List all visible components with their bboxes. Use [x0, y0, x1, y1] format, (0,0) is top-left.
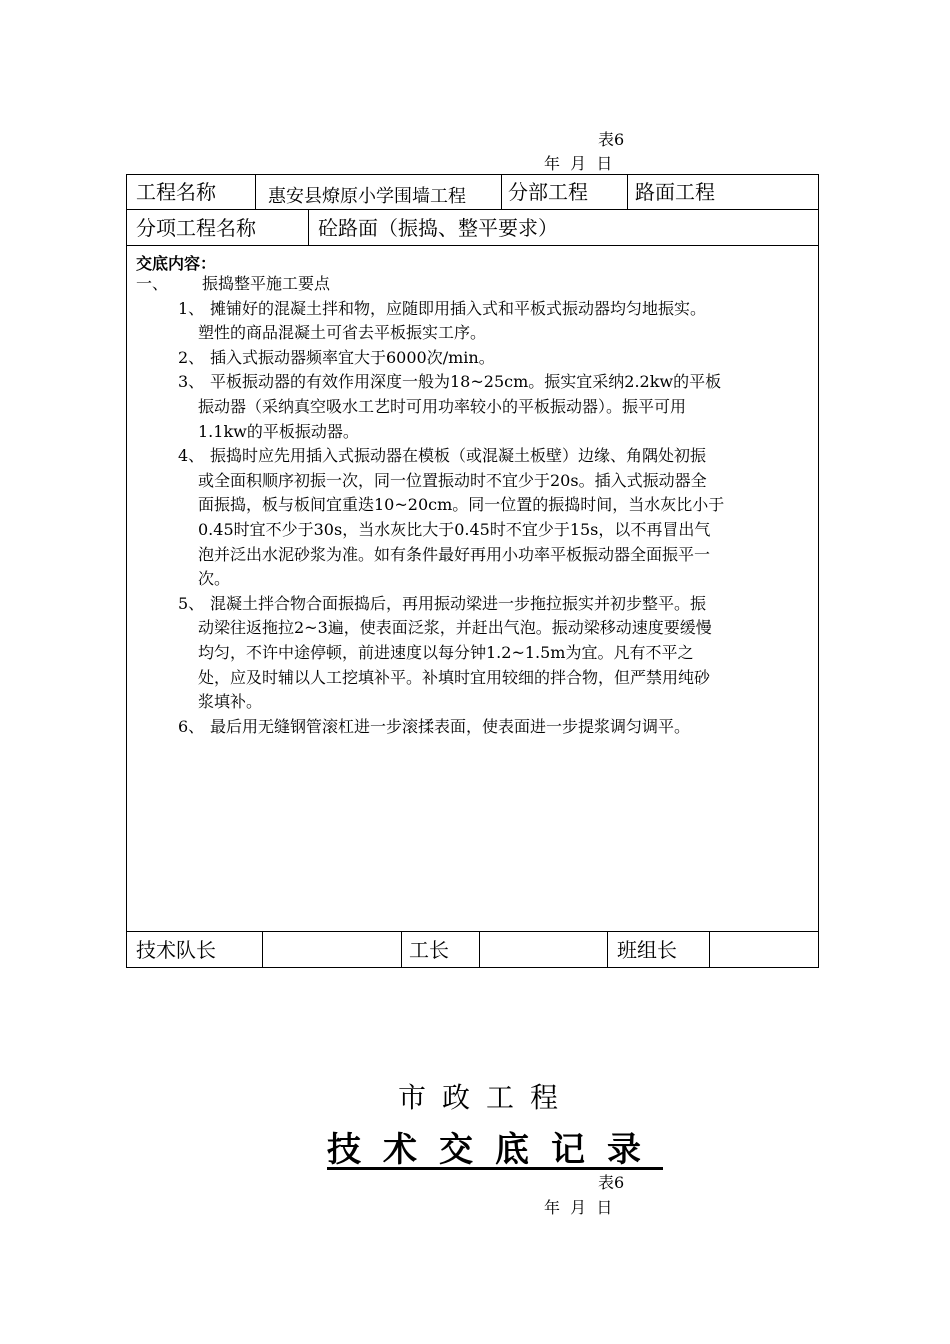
item-text: 浆填补。	[198, 692, 263, 712]
item-text: 平板振动器的有效作用深度一般为18~25cm。振实宜采纳2.2kw的平板	[210, 372, 722, 392]
item-number: 3、	[178, 372, 205, 392]
item-line	[136, 395, 816, 420]
item-line	[136, 321, 816, 346]
item-text: 振捣时应先用插入式振动器在模板（或混凝土板壁）边缘、角隅处初振	[210, 446, 707, 466]
item-number: 6、	[178, 716, 205, 736]
content-heading: 交底内容：	[136, 254, 217, 273]
item-number: 2、	[178, 347, 205, 367]
tech-leader-label: 技术队长	[136, 938, 216, 962]
item-text: 处，应及时辅以人工挖填补平。补填时宜用较细的拌合物，但严禁用纯砂	[198, 667, 711, 687]
form-number-bottom: 表6	[598, 1173, 625, 1192]
item-line	[136, 469, 816, 494]
section-number: 一、	[136, 274, 169, 293]
item-line	[136, 444, 816, 469]
item-line	[136, 567, 816, 592]
section-heading	[136, 272, 816, 297]
item-text: 振动器（采纳真空吸水工艺时可用功率较小的平板振动器）。振平可用	[198, 396, 687, 416]
item-text: 混凝土拌合物合面振捣后，再用振动梁进一步拖拉振实并初步整平。振	[210, 593, 707, 613]
division-value: 路面工程	[635, 180, 715, 204]
project-name-value: 惠安县燎原小学围墙工程	[268, 186, 466, 207]
foreman-label: 工长	[409, 938, 449, 962]
item-text: 动梁往返拖拉2~3遍，使表面泛浆，并赶出气泡。振动梁移动速度要缓慢	[198, 618, 712, 638]
item-list	[136, 297, 816, 740]
item-line	[136, 641, 816, 666]
item-line	[136, 493, 816, 518]
item-text: 泡并泛出水泥砂浆为准。如有条件最好再用小功率平板振动器全面振平一	[198, 544, 711, 564]
item-line	[136, 616, 816, 641]
subitem-value: 砼路面（振捣、整平要求）	[318, 216, 558, 240]
item-number: 5、	[178, 593, 205, 613]
subitem-label: 分项工程名称	[136, 216, 256, 240]
item-line	[136, 543, 816, 568]
item-text: 摊铺好的混凝土拌和物，应随即用插入式和平板式振动器均匀地振实。	[210, 298, 707, 318]
item-number: 4、	[178, 446, 205, 466]
item-text: 插入式振动器频率宜大于6000次/min。	[210, 347, 495, 367]
content-body	[136, 272, 816, 739]
item-text: 面振捣，板与板间宜重迭10~20cm。同一位置的振捣时间，当水灰比小于	[198, 495, 725, 515]
item-text: 1.1kw的平板振动器。	[198, 421, 359, 441]
item-text: 均匀，不许中途停顿，前进速度以每分钟1.2~1.5m为宜。凡有不平之	[198, 642, 694, 662]
item-number: 1、	[178, 298, 205, 318]
form-number: 表6	[598, 130, 625, 149]
item-line	[136, 666, 816, 691]
item-line	[136, 370, 816, 395]
item-text: 或全面积顺序初振一次，同一位置振动时不宜少于20s。插入式振动器全	[198, 470, 707, 490]
item-text: 0.45时宜不少于30s，当水灰比大于0.45时不宜少于15s，以不再冒出气	[198, 519, 711, 539]
item-text: 塑性的商品混凝土可省去平板振实工序。	[198, 323, 487, 343]
item-line	[136, 715, 816, 740]
date-line-bottom: 年 月 日	[544, 1198, 613, 1217]
date-line: 年 月 日	[544, 154, 613, 173]
division-label: 分部工程	[508, 180, 588, 204]
record-title: 技术交底记录	[327, 1130, 663, 1170]
item-text: 次。	[198, 569, 231, 589]
item-line	[136, 297, 816, 322]
item-line	[136, 346, 816, 371]
municipal-title: 市政工程	[398, 1081, 575, 1114]
item-line	[136, 420, 816, 445]
section-title: 振捣整平施工要点	[202, 274, 331, 293]
item-line	[136, 690, 816, 715]
item-text: 最后用无缝钢管滚杠进一步滚揉表面，使表面进一步提浆调匀调平。	[210, 716, 691, 736]
project-name-label: 工程名称	[136, 180, 216, 204]
item-line	[136, 518, 816, 543]
team-leader-label: 班组长	[617, 938, 677, 962]
item-line	[136, 592, 816, 617]
